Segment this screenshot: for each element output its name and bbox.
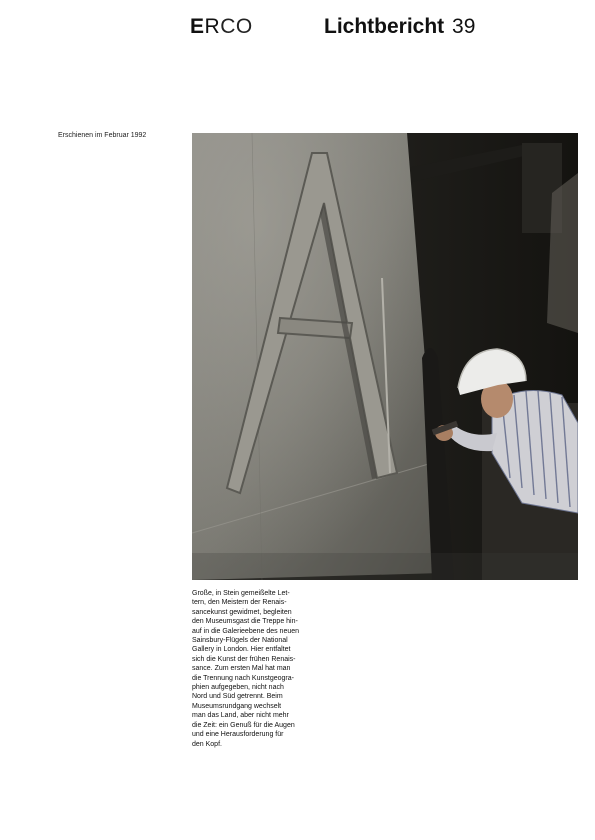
photo-caption: Große, in Stein gemeißelte Let- tern, den Meistern der Renais- sancekunst gewidmet, begleiten den Museumsgast die Treppe hin- auf in die Galerieebene des neuen Sainsbury-Flügels der National Gallery in London. Hier entfaltet sich die Kunst der frühen Renais- sance. Zum ersten Mal hat man die Trennung nach Kunstgeogra- phien aufgegeben, nicht nach Nord und Süd getrennt. Beim Museumsrundgang wechselt man das Land, aber nicht mehr die Zeit: ein Genuß für die Augen und eine Herausforderung für den Kopf.: [192, 590, 300, 748]
issue-number: 39: [452, 15, 476, 38]
logo-letters-co: CO: [220, 15, 253, 38]
logo-letter-e: E: [190, 15, 205, 38]
logo-letter-r: R: [204, 15, 221, 38]
magazine-title-text: Lichtbericht: [324, 15, 445, 38]
erco-logo: [190, 15, 253, 39]
publication-date: Erschienen im Februar 1992: [58, 132, 147, 139]
magazine-title: [324, 14, 475, 40]
stone-carving-photo: [192, 133, 578, 580]
